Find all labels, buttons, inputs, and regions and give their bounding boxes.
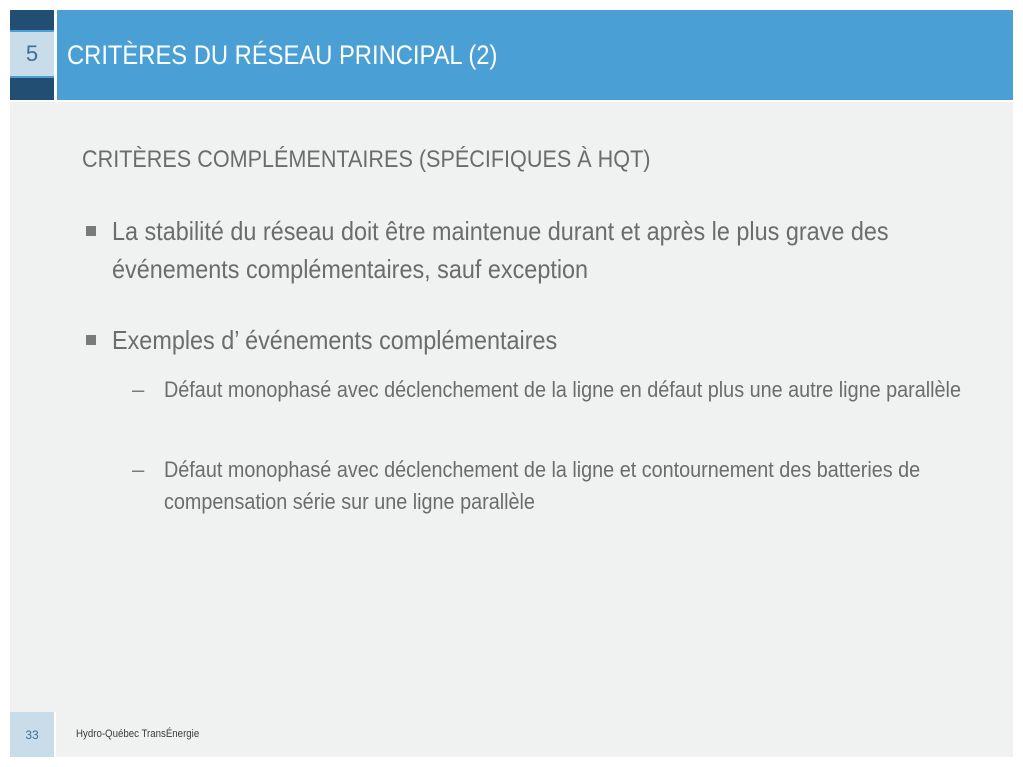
slide — [10, 10, 1013, 757]
header-divider — [54, 10, 57, 100]
section-number: 5 — [10, 32, 54, 76]
bullet-square-icon — [86, 226, 96, 236]
bullet-item-2: Exemples d’ événements complémentaires — [112, 325, 558, 355]
slide-title: CRITÈRES DU RÉSEAU PRINCIPAL (2) — [67, 40, 498, 70]
footer-company-name: Hydro-Québec TransÉnergie — [76, 728, 200, 740]
page-number: 33 — [10, 712, 54, 757]
footer-divider — [54, 712, 56, 757]
slide-subtitle: CRITÈRES COMPLÉMENTAIRES (SPÉCIFIQUES À HQT) — [82, 146, 651, 173]
sub-bullet-item-1: Défaut monophasé avec déclenchement de la ligne en défaut plus une autre ligne parallèle — [164, 377, 961, 402]
sub-bullet-item-2: Défaut monophasé avec déclenchement de la ligne et contournement des batteries de compensation série sur une ligne parallèle — [164, 457, 921, 514]
sub-bullet-dash: – — [132, 457, 145, 482]
header-rule — [10, 100, 1013, 102]
section-marker-top-bar — [10, 10, 54, 30]
slide-header — [10, 10, 1013, 100]
bullet-item-1: La stabilité du réseau doit être maintenue durant et après le plus grave des événements complémentaires, sauf exception — [112, 216, 889, 284]
bullet-square-icon — [86, 335, 96, 345]
section-marker-bottom-bar — [10, 78, 54, 100]
sub-bullet-dash: – — [132, 377, 145, 402]
